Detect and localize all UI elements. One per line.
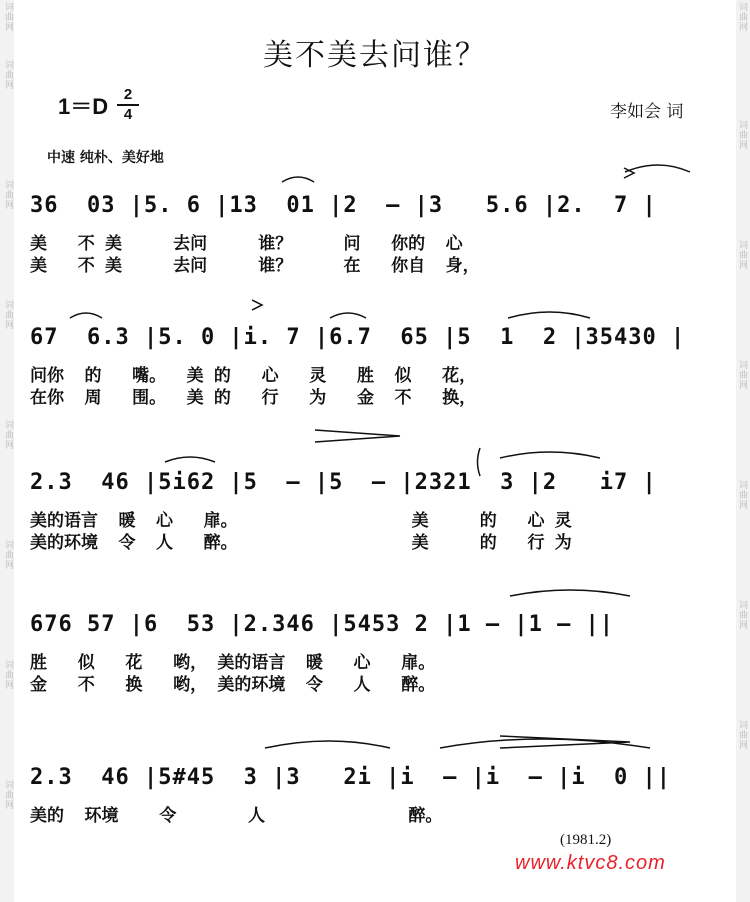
watermark-text: 词曲网: [3, 540, 13, 570]
slur-mark: [165, 457, 215, 462]
composition-date: (1981.2): [560, 832, 612, 848]
watermark-text: 词曲网: [737, 600, 747, 630]
lyrics-verse-2: 在你 周 围。 美 的 行 为 金 不 换，: [30, 388, 477, 408]
lyrics-verse-2: 美 不 美 去问 谁？ 在 你自 身，: [30, 256, 480, 276]
lyrics-verse-2: 美的环境 令 人 醉。 美 的 行 为: [30, 533, 572, 553]
lyrics-verse-1: 问你 的 嘴。 美 的 心 灵 胜 似 花，: [30, 366, 477, 386]
slur-mark: [625, 165, 690, 172]
time-signature-bottom: 4: [123, 106, 133, 123]
notation-line: 67 6.3 |5. 0 |i. 7 |6.7 65 |5 1 2 |35430 |: [30, 325, 686, 350]
lyrics-verse-1: 胜 似 花 哟， 美的语言 暖 心 扉。: [30, 653, 436, 673]
notation-line: 2.3 46 |5i62 |5 — |5 — |2321 3 |2 i7 |: [30, 470, 657, 495]
lyrics-verse-1: 美的 环境 令 人 醉。: [30, 806, 443, 826]
watermark-text: 词曲网: [3, 180, 13, 210]
tie-mark: [330, 313, 366, 318]
watermark-text: 词曲网: [737, 720, 747, 750]
watermark-text: 词曲网: [737, 2, 747, 32]
lyrics-verse-2: 金 不 换 哟， 美的环境 令 人 醉。: [30, 675, 436, 695]
watermark-text: 词曲网: [3, 780, 13, 810]
lyrics-verse-1: 美的语言 暖 心 扉。 美 的 心 灵: [30, 511, 572, 531]
watermark-text: 词曲网: [3, 60, 13, 90]
watermark-text: 词曲网: [3, 2, 13, 32]
time-signature-top: 2: [123, 86, 133, 103]
watermark-text: 词曲网: [737, 480, 747, 510]
watermark-text: 词曲网: [737, 240, 747, 270]
watermark-text: 词曲网: [3, 420, 13, 450]
tie-mark: [70, 313, 102, 318]
decrescendo-hairpin: [315, 430, 400, 442]
lyricist-credit: 李如会 词: [610, 102, 684, 122]
notation-line: 36 03 |5. 6 |13 01 |2 — |3 5.6 |2. 7 |: [30, 193, 657, 218]
lyrics-verse-1: 美 不 美 去问 谁？ 问 你的 心: [30, 234, 463, 254]
song-title: 美不美去问谁？: [263, 38, 487, 73]
watermark-text: 词曲网: [3, 300, 13, 330]
notation-line: 2.3 46 |5#45 3 |3 2i |i — |i — |i 0 ||: [30, 765, 672, 790]
slur-mark: [265, 741, 390, 748]
watermark-text: 词曲网: [737, 360, 747, 390]
key-signature: 1＝D: [58, 94, 109, 119]
notation-marks: [30, 0, 730, 902]
website-watermark: www.ktvc8.com: [515, 852, 666, 874]
slur-mark: [500, 452, 600, 458]
watermark-text: 词曲网: [737, 120, 747, 150]
tie-mark: [510, 590, 630, 596]
watermark-text: 词曲网: [3, 660, 13, 690]
accent-mark: [252, 300, 262, 310]
left-margin-strip: [0, 0, 14, 902]
breath-mark: [478, 448, 481, 476]
slur-mark: [508, 312, 590, 318]
notation-line: 676 57 |6 53 |2.346 |5453 2 |1 — |1 — ||: [30, 612, 615, 637]
tempo-marking: 中速 纯朴、美好地: [47, 150, 164, 166]
tie-mark: [282, 177, 314, 182]
